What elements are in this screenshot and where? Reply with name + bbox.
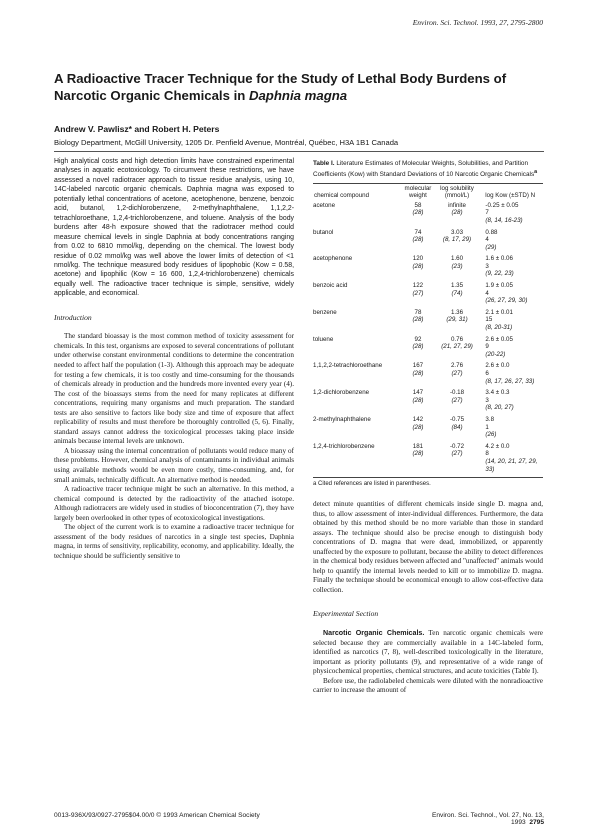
reference: (20-22)	[485, 350, 506, 358]
table-cell	[313, 443, 399, 477]
table-cell	[477, 282, 543, 309]
reference: (8, 17, 26, 27, 33)	[485, 377, 535, 385]
reference: (29, 31)	[446, 316, 468, 324]
reference: (23)	[451, 262, 463, 270]
reference: (8, 17, 29)	[442, 236, 472, 244]
reference: (8, 20, 27)	[485, 404, 514, 412]
chemical-name: 1,1,2,2-tetrachloroethane	[313, 362, 383, 370]
chemical-name: butanol	[313, 228, 334, 236]
reference: (28)	[451, 209, 463, 217]
affiliation: Biology Department, McGill University, 1205 Dr. Penfield Avenue, Montréal, Québec, H3A 1B1 Canada	[54, 138, 399, 147]
table-cell	[477, 443, 543, 477]
chemical-name: 1,2-dichlorobenzene	[313, 389, 370, 397]
table-body	[313, 202, 543, 477]
table-cell	[313, 362, 399, 389]
table-cell	[437, 443, 478, 477]
table-cell	[437, 255, 478, 282]
table-cell	[437, 362, 478, 389]
chemical-name: acetophenone	[313, 255, 353, 263]
table-row	[313, 309, 543, 336]
intro-paragraph-3: A radioactive tracer technique might be such an alternative. In this method, a chemical compound is detected by the radioactivity of the attached isotope. Although radiotracers are widely used in studies of bioconcentration (7), they have largely been overlooked in other types of ecotoxicological investigations.	[54, 485, 294, 522]
table-cell	[477, 229, 543, 256]
reference: (14, 20, 21, 27, 29, 33)	[485, 457, 538, 473]
log-solubility: 3.03	[450, 228, 464, 236]
table-cell	[399, 309, 436, 336]
abstract: High analytical costs and high detection limits have constrained experimental analyses in aquatic ecotoxicology. To circumvent these restrictions, we have assessed a novel radiotracer approach to tissue residue analysis, using 10, 14C-labeled narcotic organic chemicals. Daphnia magna was exposed to potentially lethal concentrations of acetone, acetophenone, benzene, benzoic acid, butanol, 1,2-dichlorobenzene, 2-methylnaphthalene, 1,1,2,2-tetrachloroethane, 1,2,4-trichlorobenzene, and toluene. Analysis of the body burdens after 48-h exposure showed that the radiotracer method could measure chemical levels in single Daphnia at body concentrations ranging from 0.02 to 6810 mmol/kg, depending on the chemical. The lowest body residue of 0.02 mmol/kg was well above the lower limits of detection of <1 nmol/kg. The technique measured body residues of lipophobic (Kow = 0.58, acetone) and lipophilic (Kow = 16 600, 1,2,4-trichlorobenzene) chemicals equally well. The radioactive tracer technique is simple, sensitive, widely applicable, and economical.	[54, 158, 294, 298]
table-title-mark: a	[534, 169, 538, 176]
right-paragraph-2	[313, 629, 543, 677]
sample-count: 8	[485, 450, 489, 458]
intro-heading: Introduction	[54, 312, 92, 322]
log-solubility: -0.72	[449, 442, 465, 450]
table-cell	[399, 336, 436, 363]
sample-count: 3	[485, 396, 489, 404]
table-cell	[313, 416, 399, 443]
table-caption	[313, 160, 543, 180]
table-cell	[313, 336, 399, 363]
table-cell	[437, 389, 478, 416]
reference: (21, 27, 29)	[441, 343, 473, 351]
running-head: Environ. Sci. Technol. 1993, 27, 2795-2800	[412, 18, 543, 27]
reference: (28)	[412, 450, 424, 458]
table-cell	[437, 336, 478, 363]
reference: (26, 27, 29, 30)	[485, 297, 528, 305]
left-column	[54, 157, 294, 561]
table-cell	[477, 362, 543, 389]
table-row	[313, 389, 543, 416]
table-cell	[437, 416, 478, 443]
sample-count: 3	[485, 262, 489, 270]
reference: (28)	[412, 262, 424, 270]
table-row	[313, 202, 543, 229]
table-cell	[399, 443, 436, 477]
reference: (28)	[412, 209, 424, 217]
table-cell	[399, 416, 436, 443]
experimental-heading: Experimental Section	[313, 609, 379, 619]
log-solubility: 1.35	[450, 282, 464, 290]
table-cell	[313, 389, 399, 416]
table-row	[313, 282, 543, 309]
runin-heading: Narcotic Organic Chemicals.	[323, 629, 425, 638]
log-solubility: 2.76	[450, 362, 464, 370]
table-cell	[399, 255, 436, 282]
chemical-name: 1,2,4-trichlorobenzene	[313, 442, 375, 450]
log-kow: 1.9 ± 0.05	[485, 282, 513, 290]
reference: (28)	[412, 343, 424, 351]
reference: (27)	[451, 450, 463, 458]
right-column	[313, 500, 543, 696]
molecular-weight: 120	[412, 255, 424, 263]
table-cell	[477, 255, 543, 282]
reference: (28)	[412, 316, 424, 324]
sample-count: 4	[485, 236, 489, 244]
table-row	[313, 336, 543, 363]
sample-count: 15	[485, 316, 493, 324]
intro-paragraph-4: The object of the current work is to examine a radioactive tracer technique for assessment of the body residues of narcotics in a single test species, Daphnia magna, in terms of sensitivity, replicability, economy, and applicability. Ideally, the technique should be sufficiently sensitive to	[54, 523, 294, 560]
molecular-weight: 74	[414, 228, 422, 236]
reference: (27)	[451, 370, 463, 377]
log-solubility: infinite	[448, 201, 466, 209]
reference: (74)	[451, 289, 463, 297]
log-solubility: -0.75	[449, 415, 465, 423]
reference: (84)	[451, 423, 463, 431]
table-row	[313, 229, 543, 256]
footer-copyright: 0013-936X/93/0927-2795$04.00/0 © 1993 American Chemical Society	[54, 812, 260, 819]
table-cell	[313, 229, 399, 256]
table-header-row	[313, 184, 543, 202]
log-solubility: 0.76	[450, 335, 464, 343]
authors: Andrew V. Pawlisz* and Robert H. Peters	[54, 124, 220, 134]
molecular-weight: 142	[412, 415, 424, 423]
log-kow: 3.4 ± 0.3	[485, 389, 510, 397]
log-kow: 2.6 ± 0.05	[485, 335, 513, 343]
reference: (27)	[451, 396, 463, 404]
table-label: Table I.	[313, 160, 335, 167]
title-main: A Radioactive Tracer Technique for the Study of Lethal Body Burdens of Narcotic Organic Chemicals in	[54, 71, 507, 103]
table-row	[313, 416, 543, 443]
reference: (28)	[412, 236, 424, 244]
table-header: molecular weight	[404, 184, 432, 200]
table-cell	[477, 336, 543, 363]
molecular-weight: 122	[412, 282, 424, 290]
right-paragraph-1: detect minute quantities of different chemicals inside single D. magna and, thus, to allow assessment of inter-individual differences. Furthermore, the data obtained by this method should be no more variable than those in standard assays. The technique should also be precise enough to distinguish body concentrations of D. magna that were dead, immobilized, or apparently unaffected by the exposure to pollutant, because the ability to detect differences in the chemical body residues between affected and "unaffected" animals would help to quantify the internal levels needed to kill or to immobilize D. magna. Finally the technique should be economical enough to allow cost-effective data collection.	[313, 500, 543, 594]
table-cell	[437, 309, 478, 336]
table-cell	[437, 229, 478, 256]
molecular-weight: 147	[412, 389, 424, 397]
reference: (28)	[412, 370, 424, 377]
footer-journal	[400, 812, 544, 826]
table-cell	[477, 389, 543, 416]
table-grid	[313, 184, 543, 478]
table-cell	[313, 309, 399, 336]
title-species: Daphnia magna	[248, 88, 348, 103]
sample-count: 4	[485, 289, 489, 297]
sample-count: 6	[485, 370, 489, 377]
log-kow: 2.6 ± 0.0	[485, 362, 510, 370]
chemical-name: acetone	[313, 201, 336, 209]
table-cell	[399, 362, 436, 389]
right-paragraph-3: Before use, the radiolabeled chemicals were diluted with the nonradioactive carrier to increase the amount of	[313, 676, 543, 695]
table-cell	[399, 282, 436, 309]
chemical-name: benzoic acid	[313, 282, 348, 290]
table-header: log Kow (±STD) N	[485, 192, 536, 200]
table-cell	[313, 202, 399, 229]
intro-paragraph-2: A bioassay using the internal concentration of pollutants would reduce many of these problems. However, chemical analysis of contaminants in individual animals using available methods would be even more costly, time-consuming, and, for small animals, technically difficult. An alternative method is needed.	[54, 446, 294, 484]
table-cell	[437, 202, 478, 229]
sample-count: 7	[485, 209, 489, 217]
reference: (8, 14, 16-23)	[485, 216, 523, 224]
table-title-text: Literature Estimates of Molecular Weights, Solubilities, and Partition Coefficients (Kow) with Standard Deviations of 10 Narcotic Organic Chemicals	[313, 160, 535, 179]
reference: (28)	[412, 396, 424, 404]
table-cell	[399, 389, 436, 416]
right-paragraph-2-text: Ten narcotic organic chemicals were selected because they are commercially available in a 14C-labeled form, identified as narcotics (7, 8), well-described toxicologically in the literature, important as priority pollutants (9), and representative of a wide range of physicochemical properties, chemical structures, and acute toxicities (Table I).	[313, 629, 544, 676]
footer-journal-text: Environ. Sci. Technol., Vol. 27, No. 13, 1993	[431, 812, 544, 826]
reference: (9, 22, 23)	[485, 270, 514, 278]
table-cell	[313, 282, 399, 309]
molecular-weight: 92	[414, 335, 422, 343]
reference: (27)	[412, 289, 424, 297]
reference: (8, 20-31)	[485, 324, 513, 332]
table-header: chemical compound	[314, 192, 370, 200]
log-kow: 2.1 ± 0.01	[485, 308, 513, 316]
article-title	[54, 70, 554, 104]
page-number: 2795	[529, 819, 544, 826]
log-kow: -0.25 ± 0.05	[485, 201, 519, 209]
molecular-weight: 58	[414, 201, 422, 209]
table-header: log solubility (mmol/L)	[440, 184, 474, 200]
reference: (26)	[485, 431, 497, 439]
table-bottom-rule	[313, 477, 543, 478]
table-cell	[437, 282, 478, 309]
table-cell	[477, 309, 543, 336]
log-kow: 4.2 ± 0.0	[485, 442, 510, 450]
reference: (29)	[485, 243, 497, 251]
table-row	[313, 443, 543, 477]
table-row	[313, 362, 543, 389]
log-solubility: 1.60	[450, 255, 464, 263]
log-kow: 3.8	[485, 415, 495, 423]
log-solubility: -0.18	[449, 389, 465, 397]
table-cell	[477, 202, 543, 229]
molecular-weight: 167	[412, 362, 424, 370]
chemical-name: benzene	[313, 308, 337, 316]
chemical-name: 2-methylnaphthalene	[313, 415, 371, 423]
table-row	[313, 255, 543, 282]
reference: (28)	[412, 423, 424, 431]
table-cell	[477, 416, 543, 443]
title-rule	[54, 151, 544, 152]
intro-paragraph-1: The standard bioassay is the most common method of toxicity assessment for chemicals. In this test, organisms are exposed to several concentrations of pollutant under otherwise constant environmental conditions to determine the concentration needed to affect half the population (1-3). Although this approach may be adequate for testing a few chemicals, it is too costly and time-consuming for the thousands of chemicals already in production and the hundreds more invented every year (4). The cost of the bioassays stems from the need for many replicates at different concentrations, requiring many organisms and much preparation. The standard tests are also sensitive to factors like body size and time of exposure that affect replicability of results and must therefore be thoroughly controlled (5, 6). Finally, standard assays cannot address the toxicological processes taking place inside animals because internal levels are unknown.	[54, 332, 294, 446]
log-solubility: 1.36	[450, 308, 464, 316]
molecular-weight: 181	[412, 442, 424, 450]
table-footnote: a Cited references are listed in parentheses.	[313, 481, 431, 488]
table-1	[313, 160, 543, 487]
table-cell	[399, 229, 436, 256]
molecular-weight: 78	[414, 308, 422, 316]
sample-count: 9	[485, 343, 489, 351]
sample-count: 1	[485, 423, 489, 431]
chemical-name: toluene	[313, 335, 334, 343]
table-cell	[313, 255, 399, 282]
log-kow: 1.6 ± 0.06	[485, 255, 513, 263]
table-cell	[399, 202, 436, 229]
log-kow: 0.88	[485, 228, 498, 236]
